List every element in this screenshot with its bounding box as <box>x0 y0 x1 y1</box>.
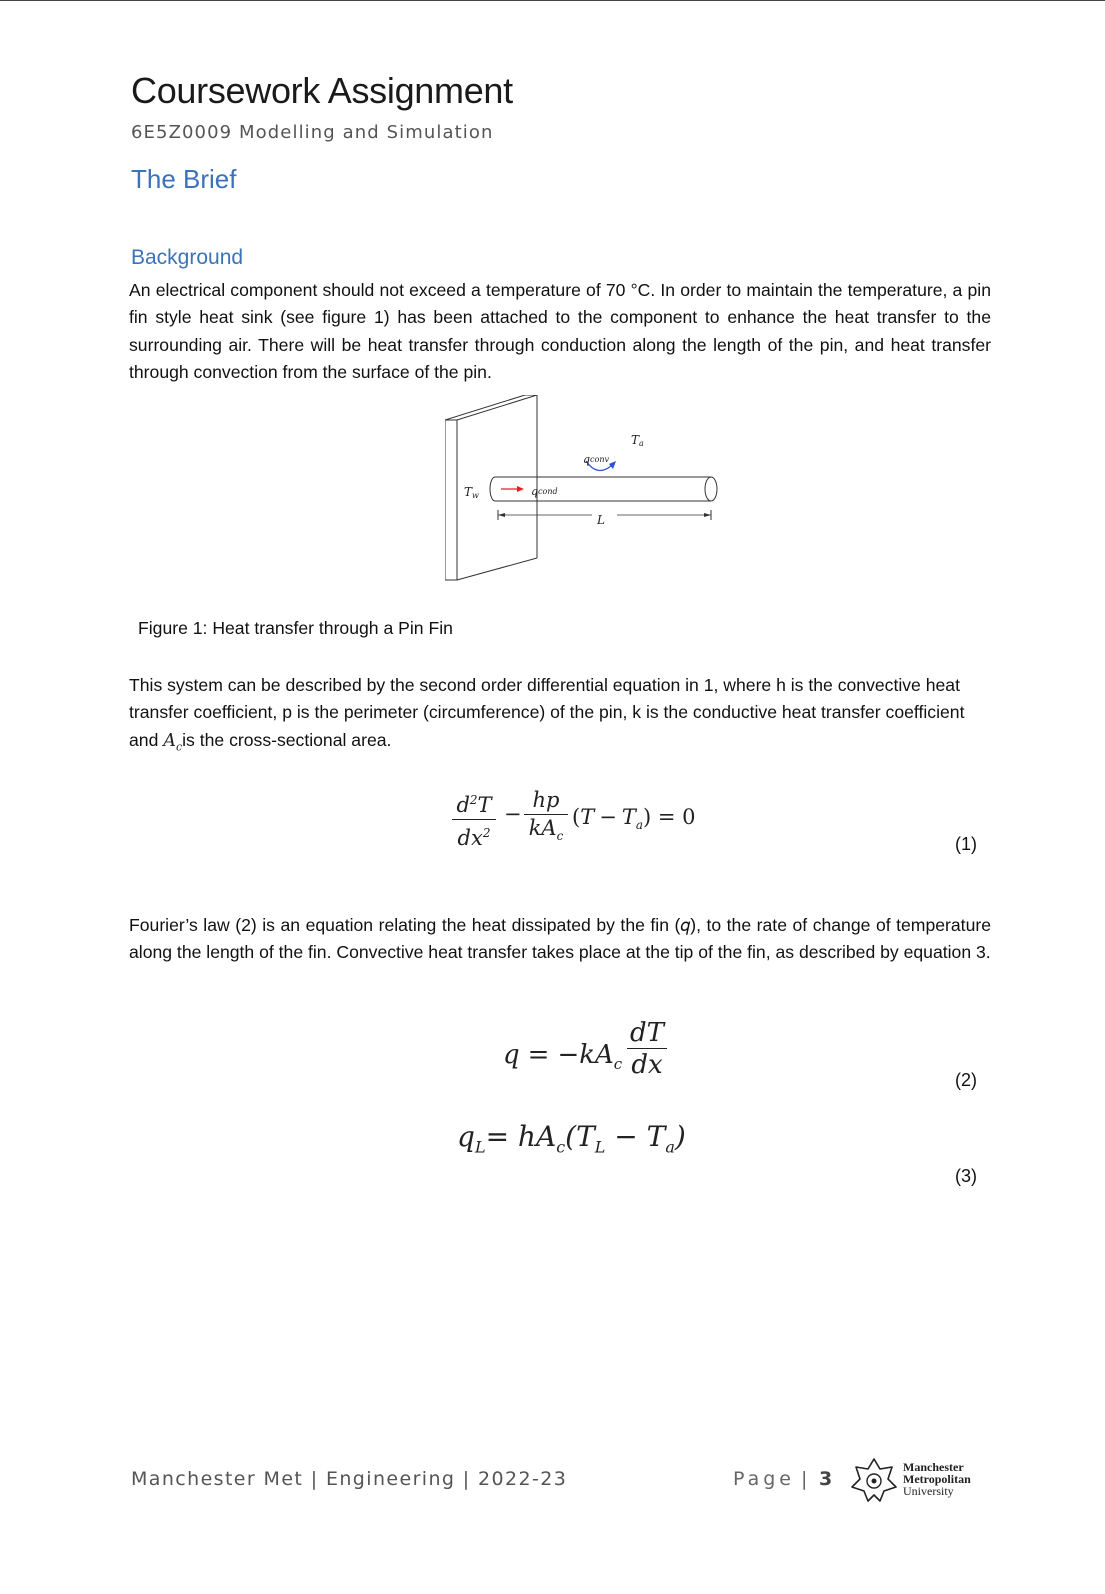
length-label: L <box>597 513 605 527</box>
eq1-minus: − <box>504 802 522 826</box>
conduction-arrowhead <box>517 486 524 492</box>
section-heading-brief: The Brief <box>131 164 237 194</box>
system-text-part2: is the cross-sectional area. <box>182 729 392 750</box>
footer-separator: | <box>801 1468 808 1490</box>
footer-institution: Manchester Met | Engineering | 2022-23 <box>131 1468 568 1490</box>
system-text-part1: This system can be described by the second order differential equation in 1, where h is the convective heat transfer coefficient, p is the perimeter (circumference) of the pin, k is the conductive heat transfer coefficient and <box>129 675 965 750</box>
area-symbol-sub: c <box>175 740 183 754</box>
figure-caption: Figure 1: Heat transfer through a Pin Fin <box>138 618 453 638</box>
ambient-temp-label: Ta <box>631 433 644 448</box>
wall-front <box>445 420 457 580</box>
fourier-text: Fourier’s law (2) is an equation relating the heat dissipated by the fin (𝑞), to the rate of change of temperature along the length of the fin. Convective heat transfer takes place at the tip of the fin, as described by equation 3. <box>129 915 991 963</box>
length-arrowhead-left <box>498 513 505 517</box>
wall-temp-label: Tw <box>464 485 479 500</box>
eq1-frac1: $d^2T$ $dx^2$ <box>452 788 496 851</box>
wall-bottom-edge <box>457 558 537 580</box>
eq1-frac2: hp $kA_c$ <box>524 788 568 849</box>
document-title: Coursework Assignment <box>131 70 513 111</box>
equation-2-number: (2) <box>955 1070 977 1090</box>
area-symbol: A <box>163 730 176 751</box>
top-border <box>0 0 1105 1</box>
footer-page-number: 3 <box>819 1468 833 1490</box>
pin-tip <box>705 477 717 501</box>
footer-page-label: Page <box>733 1468 795 1490</box>
eq2-frac: dT dx <box>627 1018 667 1081</box>
convection-arrowhead <box>609 461 616 469</box>
system-paragraph <box>129 672 991 761</box>
intro-paragraph <box>129 277 991 387</box>
section-heading-background: Background <box>131 246 244 269</box>
rose-icon <box>850 1455 898 1505</box>
eq2-lhs: $q = -kA_c$ <box>503 1040 623 1074</box>
length-arrowhead-right <box>704 513 711 517</box>
equation-3: $q_L= hA_c(T_L - T_a)$ <box>457 1120 686 1157</box>
conduction-label: qcond <box>531 485 558 498</box>
university-logo <box>850 1455 990 1505</box>
pin-fin-figure <box>445 395 735 595</box>
logo-wordmark: Manchester Metropolitan University <box>903 1460 971 1498</box>
fourier-paragraph <box>129 912 991 967</box>
document-subtitle: 6E5Z0009 Modelling and Simulation <box>131 122 494 143</box>
wall-top <box>445 395 537 420</box>
intro-text: An electrical component should not exceed a temperature of 70 °C. In order to maintain the temperature, a pin fin style heat sink (see figure 1) has been attached to the component to enhance the heat transfer to the surrounding air. There will be heat transfer through conduction along the length of the pin, and heat transfer through convection from the surface of the pin. <box>129 280 991 383</box>
equation-1 <box>452 788 722 856</box>
pin-base-arc <box>490 477 495 501</box>
equation-3-number: (3) <box>955 1166 977 1186</box>
convection-label: qconv <box>583 453 610 466</box>
eq1-rhs: $(T - T_a) = 0$ <box>572 805 696 833</box>
equation-1-number: (1) <box>955 834 977 854</box>
equation-2 <box>503 1018 693 1090</box>
